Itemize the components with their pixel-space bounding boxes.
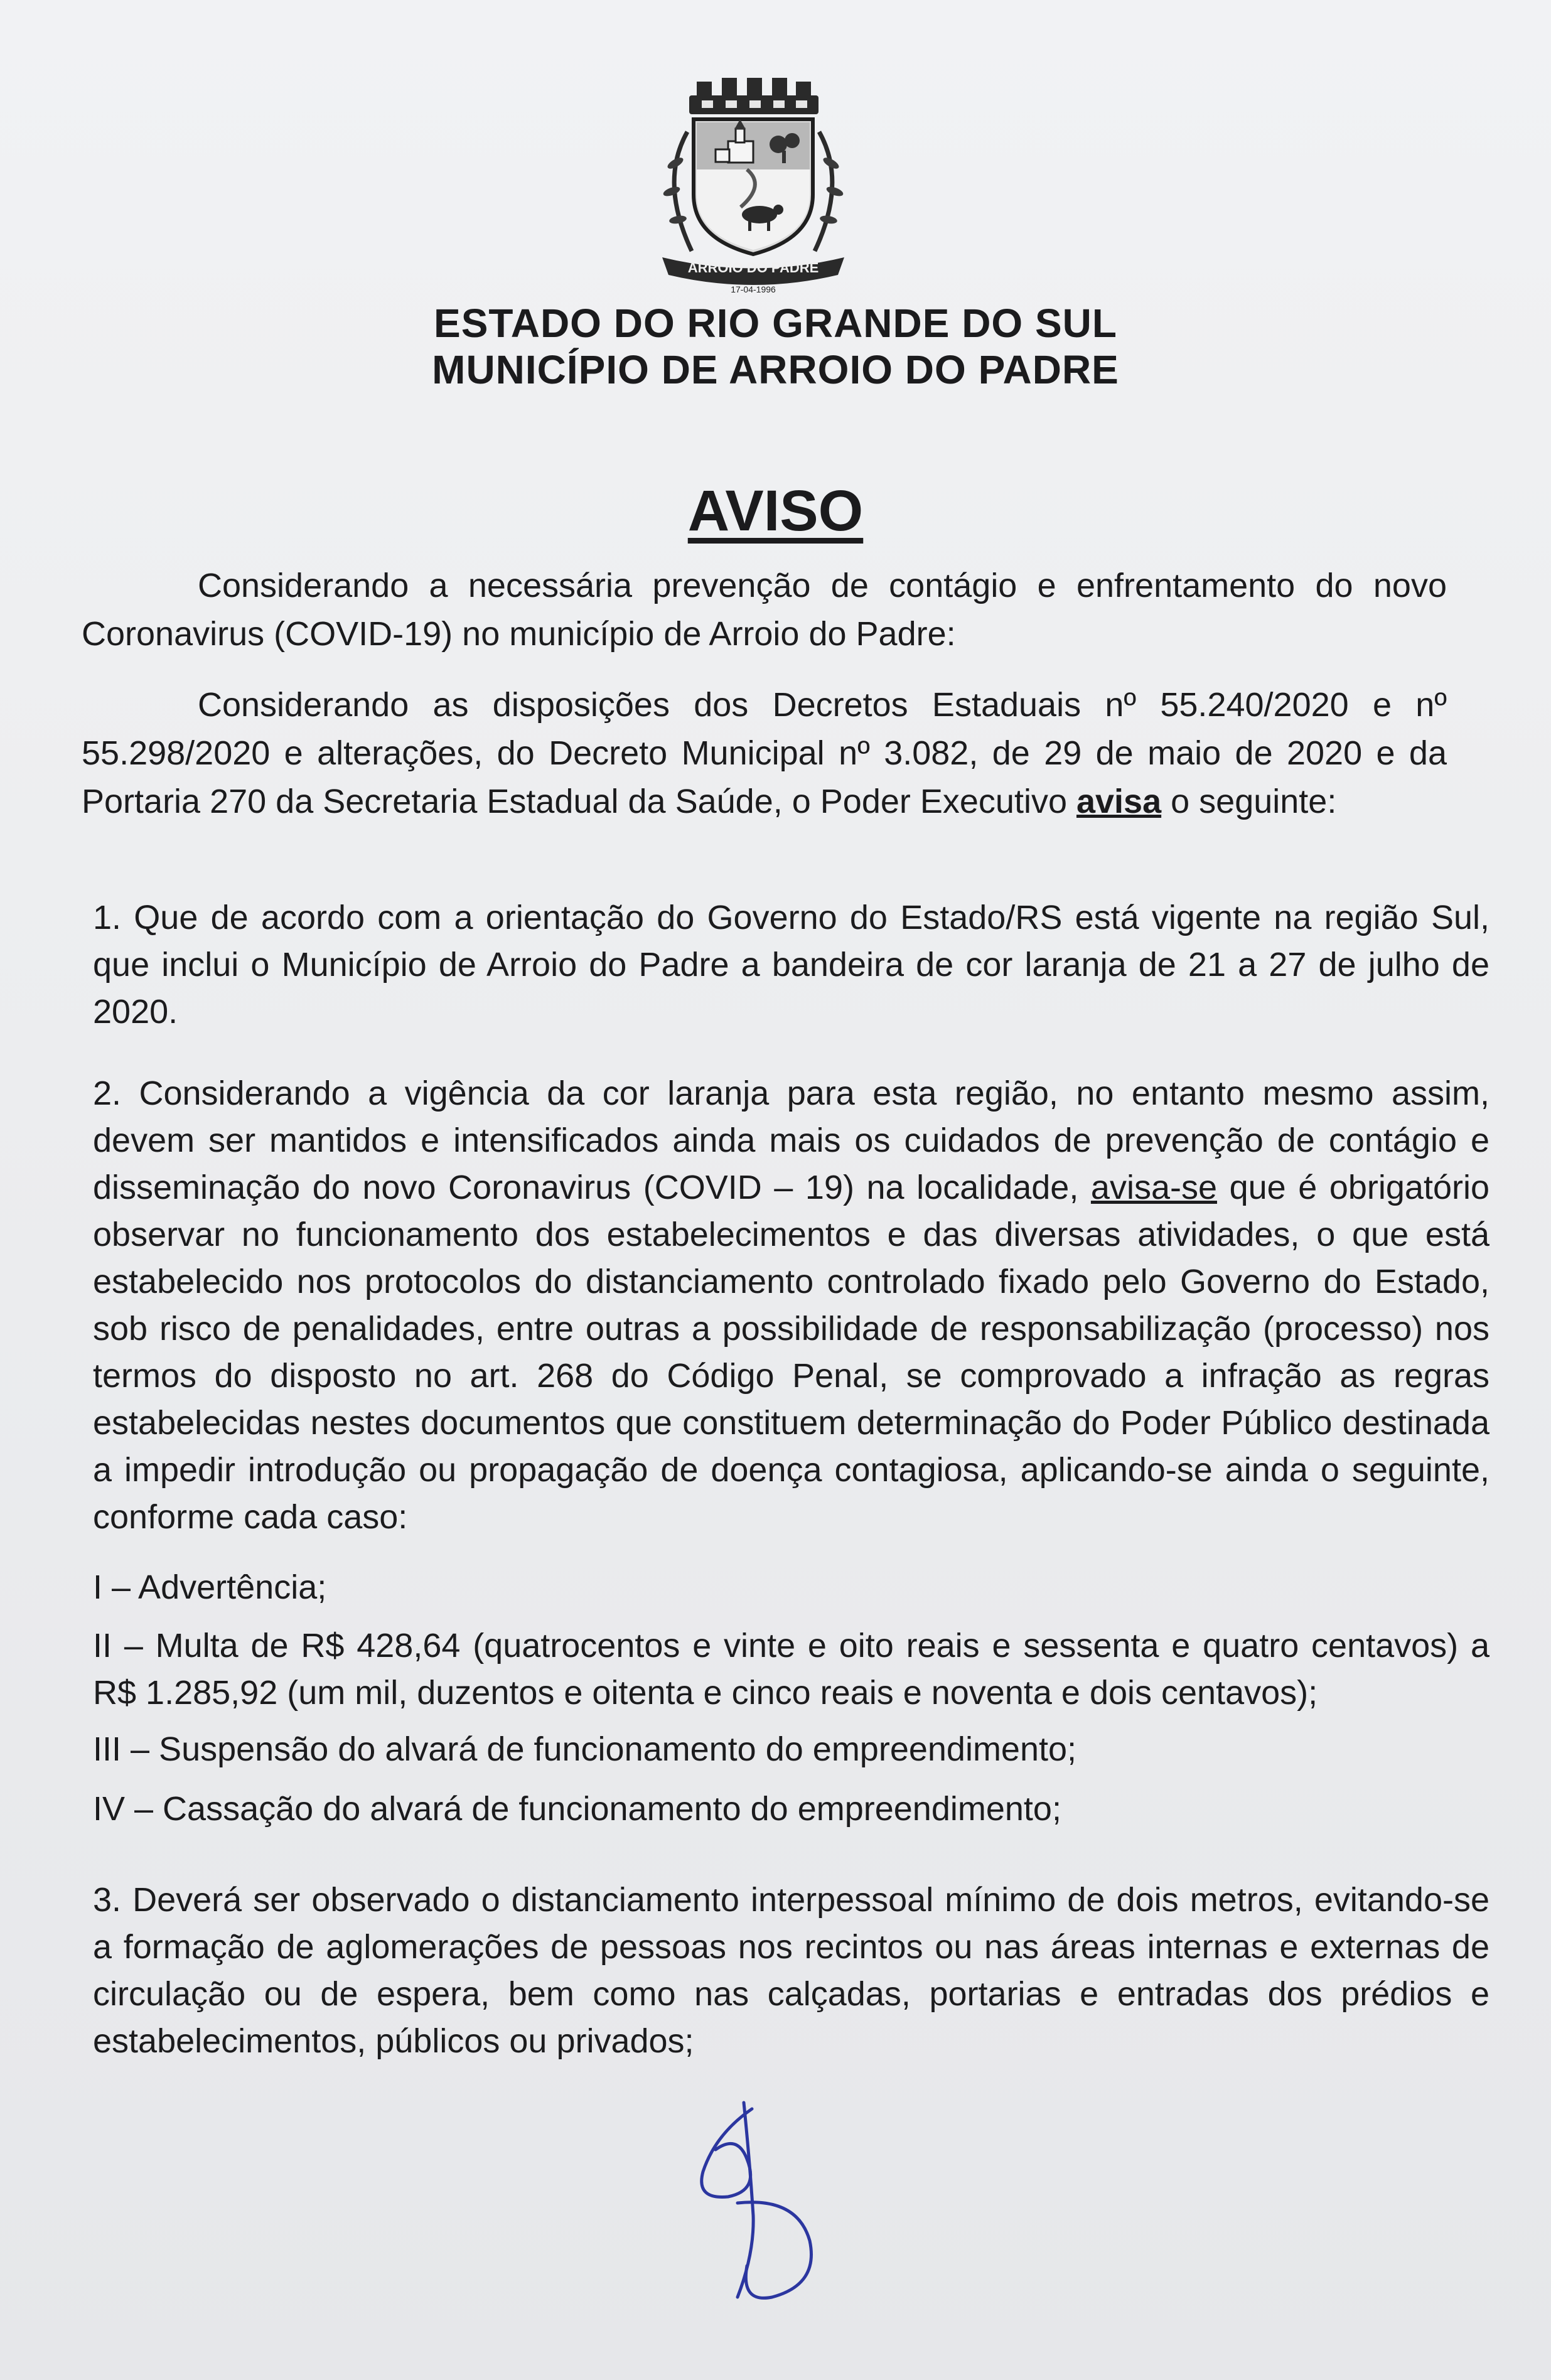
- item-3: 3. Deverá ser observado o distanciamento interpessoal mínimo de dois metros, evitando-se a formação de aglomerações de pessoas nos recintos ou nas áreas internas e externas de circulação ou de espera, bem como nas calçadas, portarias e entradas dos prédios e estabelecimentos, públicos ou privados;: [93, 1881, 1489, 2060]
- item-2-text: 2. Considerando a vigência da cor laranja para esta região, no entanto mesmo assim, devem ser mantidos e intensificados ainda mais os cuidados de prevenção de contágio e disseminação do novo Coronavirus (COVID – 19) na localidade,: [93, 1075, 1489, 1206]
- avisa-emphasis: avisa: [1076, 783, 1162, 820]
- item-2-text-end: que é obrigatório observar no funcionamento dos estabelecimentos e das diversas atividades, o que está estabelecido nos protocolos do distanciamento controlado fixado pelo Governo do Estado, sob risco de penalidades, entre outras a possibilidade de responsabilização (processo) nos termos do disposto no art. 268 do Código Penal, se comprovado a infração as regras estabelecidas nestes documentos que constituem determinação do Poder Público destinada a impedir introdução ou propagação de doença contagiosa, aplicando-se ainda o seguinte, conforme cada caso:: [93, 1169, 1489, 1536]
- intro-paragraph-2-text: Considerando as disposições dos Decretos Estaduais nº 55.240/2020 e nº 55.298/2020 e alterações, do Decreto Municipal nº 3.082, de 29 de maio de 2020 e da Portaria 270 da Secretaria Estadual da Saúde, o Poder Executivo: [82, 686, 1447, 820]
- intro-paragraph-1-text: Considerando a necessária prevenção de contágio e enfrentamento do novo Coronavirus (COVID-19) no município de Arroio do Padre:: [82, 567, 1447, 653]
- avisa-se-emphasis: avisa-se: [1090, 1169, 1217, 1206]
- header-municipality: MUNICÍPIO DE ARROIO DO PADRE: [432, 347, 1119, 392]
- crest-motto-text: ARROIO DO PADRE: [687, 260, 819, 276]
- item-1: 1. Que de acordo com a orientação do Governo do Estado/RS está vigente na região Sul, que inclui o Município de Arroio do Padre a bandeira de cor laranja de 21 a 27 de julho de 2020.: [93, 899, 1489, 1031]
- penalty-3: III – Suspensão do alvará de funcionamento do empreendimento;: [93, 1730, 1077, 1768]
- intro-paragraph-1: [82, 562, 1447, 658]
- penalty-4: IV – Cassação do alvará de funcionamento do empreendimento;: [93, 1790, 1061, 1828]
- penalty-2: II – Multa de R$ 428,64 (quatrocentos e vinte e oito reais e sessenta e quatro centavos) a R$ 1.285,92 (um mil, duzentos e oitenta e cinco reais e noventa e dois centavos);: [93, 1627, 1489, 1712]
- municipal-crest-logo: [634, 75, 860, 295]
- crest-date-text: 17-04-1996: [731, 284, 776, 294]
- penalty-1: I – Advertência;: [93, 1568, 327, 1606]
- header-state: ESTADO DO RIO GRANDE DO SUL: [434, 301, 1117, 346]
- item-2: [93, 1070, 1489, 1541]
- handwritten-signature: [678, 2090, 835, 2316]
- document-title: AVISO: [687, 479, 864, 543]
- intro-paragraph-2-end: o seguinte:: [1161, 783, 1337, 820]
- intro-paragraph-2: [82, 681, 1447, 826]
